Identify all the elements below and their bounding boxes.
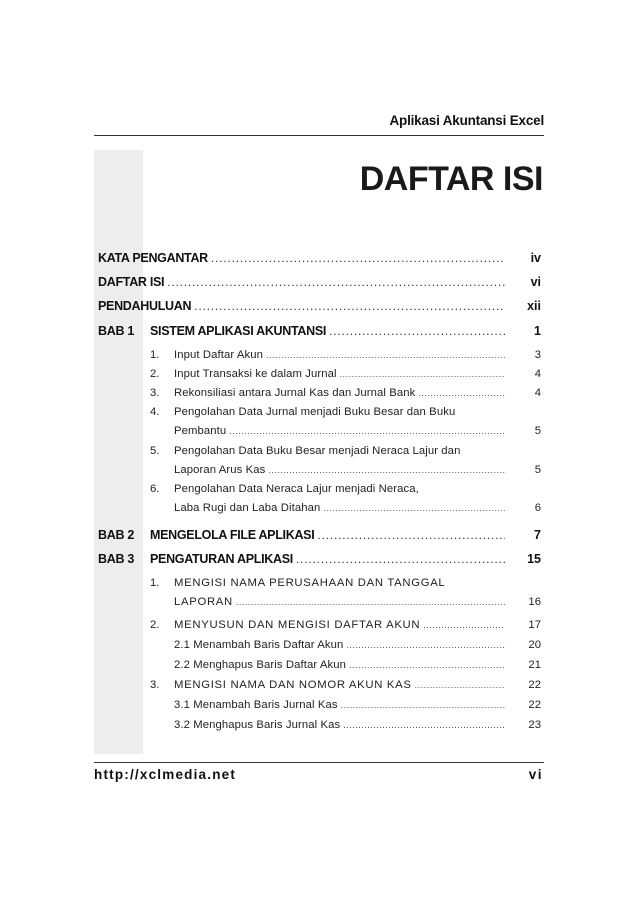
chapter-number: BAB 2	[98, 528, 135, 542]
toc-entry-bab1	[150, 324, 508, 338]
toc-subentry-page: 6	[534, 502, 541, 514]
dot-leader	[423, 620, 505, 630]
dot-leader	[346, 640, 505, 650]
toc-entry-page: xii	[527, 299, 541, 313]
item-number: 1.	[150, 577, 160, 589]
dot-leader	[341, 700, 505, 710]
toc-entry-label: KATA PENGANTAR	[98, 251, 208, 265]
toc-subentry-page: 4	[534, 368, 541, 380]
toc-subentry-page: 17	[528, 619, 541, 631]
toc-subentry-page: 23	[528, 719, 541, 731]
item-number: 3.	[150, 387, 160, 399]
dot-leader	[211, 251, 505, 265]
toc-subentry-page: 4	[534, 387, 541, 399]
page-title: DAFTAR ISI	[359, 160, 543, 198]
dot-leader	[167, 275, 505, 289]
toc-entry-bab2	[150, 528, 508, 542]
toc-subentry-label: MENYUSUN DAN MENGISI DAFTAR AKUN	[174, 619, 421, 631]
toc-subentry	[174, 425, 508, 437]
toc-subentry	[174, 619, 508, 631]
item-number: 4.	[150, 406, 160, 418]
toc-subentry	[174, 699, 508, 711]
toc-subentry-page: 5	[534, 464, 541, 476]
toc-entry-page: 15	[527, 552, 541, 566]
toc-entry-page: 1	[534, 324, 541, 338]
dot-leader	[266, 350, 505, 360]
toc-entry-label: SISTEM APLIKASI AKUNTANSI	[150, 324, 327, 338]
dot-leader	[340, 369, 505, 379]
toc-subentry	[174, 502, 508, 514]
footer-page-number: vi	[528, 767, 543, 782]
toc-subentry-page: 3	[534, 349, 541, 361]
toc-subentry-label: Input Transaksi ke dalam Jurnal	[174, 368, 337, 380]
toc-subentry-label: 2.1 Menambah Baris Daftar Akun	[174, 639, 344, 651]
running-header: Aplikasi Akuntansi Excel	[389, 113, 544, 128]
dot-leader	[343, 720, 505, 730]
toc-subentry-label: Input Daftar Akun	[174, 349, 263, 361]
toc-subentry-page: 5	[534, 425, 541, 437]
dot-leader	[236, 597, 505, 607]
chapter-number: BAB 1	[98, 324, 135, 338]
toc-subentry	[174, 368, 508, 380]
toc-subentry-page: 16	[528, 596, 541, 608]
toc-entry-label: PENGATURAN APLIKASI	[150, 552, 293, 566]
toc-subentry	[174, 349, 508, 361]
toc-entry-label: PENDAHULUAN	[98, 299, 192, 313]
item-number: 3.	[150, 679, 160, 691]
toc-entry-pendahuluan	[98, 299, 508, 313]
toc-entry-label: MENGELOLA FILE APLIKASI	[150, 528, 315, 542]
toc-subentry	[174, 639, 508, 651]
toc-subentry	[174, 464, 508, 476]
toc-subentry-label: MENGISI NAMA DAN NOMOR AKUN KAS	[174, 679, 412, 691]
toc-subentry-label: Pengolahan Data Neraca Lajur menjadi Neraca,	[174, 483, 419, 495]
toc-subentry-label: LAPORAN	[174, 596, 233, 608]
toc-subentry	[174, 659, 508, 671]
toc-entry-daftar-isi	[98, 275, 508, 289]
item-number: 5.	[150, 445, 160, 457]
toc-subentry	[174, 679, 508, 691]
toc-subentry-page: 22	[528, 699, 541, 711]
dot-leader	[317, 528, 505, 542]
dot-leader	[296, 552, 505, 566]
item-number: 1.	[150, 349, 160, 361]
toc-entry-label: DAFTAR ISI	[98, 275, 165, 289]
toc-subentry	[174, 719, 508, 731]
toc-subentry-page: 20	[528, 639, 541, 651]
toc-subentry-page: 21	[528, 659, 541, 671]
item-number: 6.	[150, 483, 160, 495]
dot-leader	[329, 324, 505, 338]
toc-subentry-page: 22	[528, 679, 541, 691]
toc-subentry	[174, 596, 508, 608]
toc-subentry-label: Pembantu	[174, 425, 227, 437]
dot-leader	[418, 388, 505, 398]
item-number: 2.	[150, 619, 160, 631]
toc-entry-page: 7	[534, 528, 541, 542]
dot-leader	[415, 680, 505, 690]
dot-leader	[194, 299, 505, 313]
toc-subentry-label: Laporan Arus Kas	[174, 464, 266, 476]
dot-leader	[349, 660, 505, 670]
item-number: 2.	[150, 368, 160, 380]
toc-subentry	[174, 387, 508, 399]
toc-subentry-label: 3.2 Menghapus Baris Jurnal Kas	[174, 719, 341, 731]
toc-entry-kata-pengantar	[98, 251, 508, 265]
toc-subentry-label: Rekonsiliasi antara Jurnal Kas dan Jurnal Bank	[174, 387, 416, 399]
dot-leader	[323, 503, 505, 513]
toc-subentry-label: Pengolahan Data Buku Besar menjadi Neraca Lajur dan	[174, 445, 461, 457]
footer-rule	[94, 762, 544, 763]
chapter-number: BAB 3	[98, 552, 135, 566]
toc-entry-bab3	[150, 552, 508, 566]
toc-subentry-label: Pengolahan Data Jurnal menjadi Buku Besar dan Buku	[174, 406, 456, 418]
dot-leader	[229, 426, 505, 436]
toc-subentry-label: MENGISI NAMA PERUSAHAAN DAN TANGGAL	[174, 577, 446, 589]
toc-subentry-label: 2.2 Menghapus Baris Daftar Akun	[174, 659, 347, 671]
toc-entry-page: iv	[530, 251, 541, 265]
toc-subentry-label: 3.1 Menambah Baris Jurnal Kas	[174, 699, 338, 711]
footer-url: http://xclmedia.net	[94, 767, 237, 782]
dot-leader	[268, 465, 505, 475]
toc-subentry-label: Laba Rugi dan Laba Ditahan	[174, 502, 321, 514]
toc-entry-page: vi	[530, 275, 541, 289]
